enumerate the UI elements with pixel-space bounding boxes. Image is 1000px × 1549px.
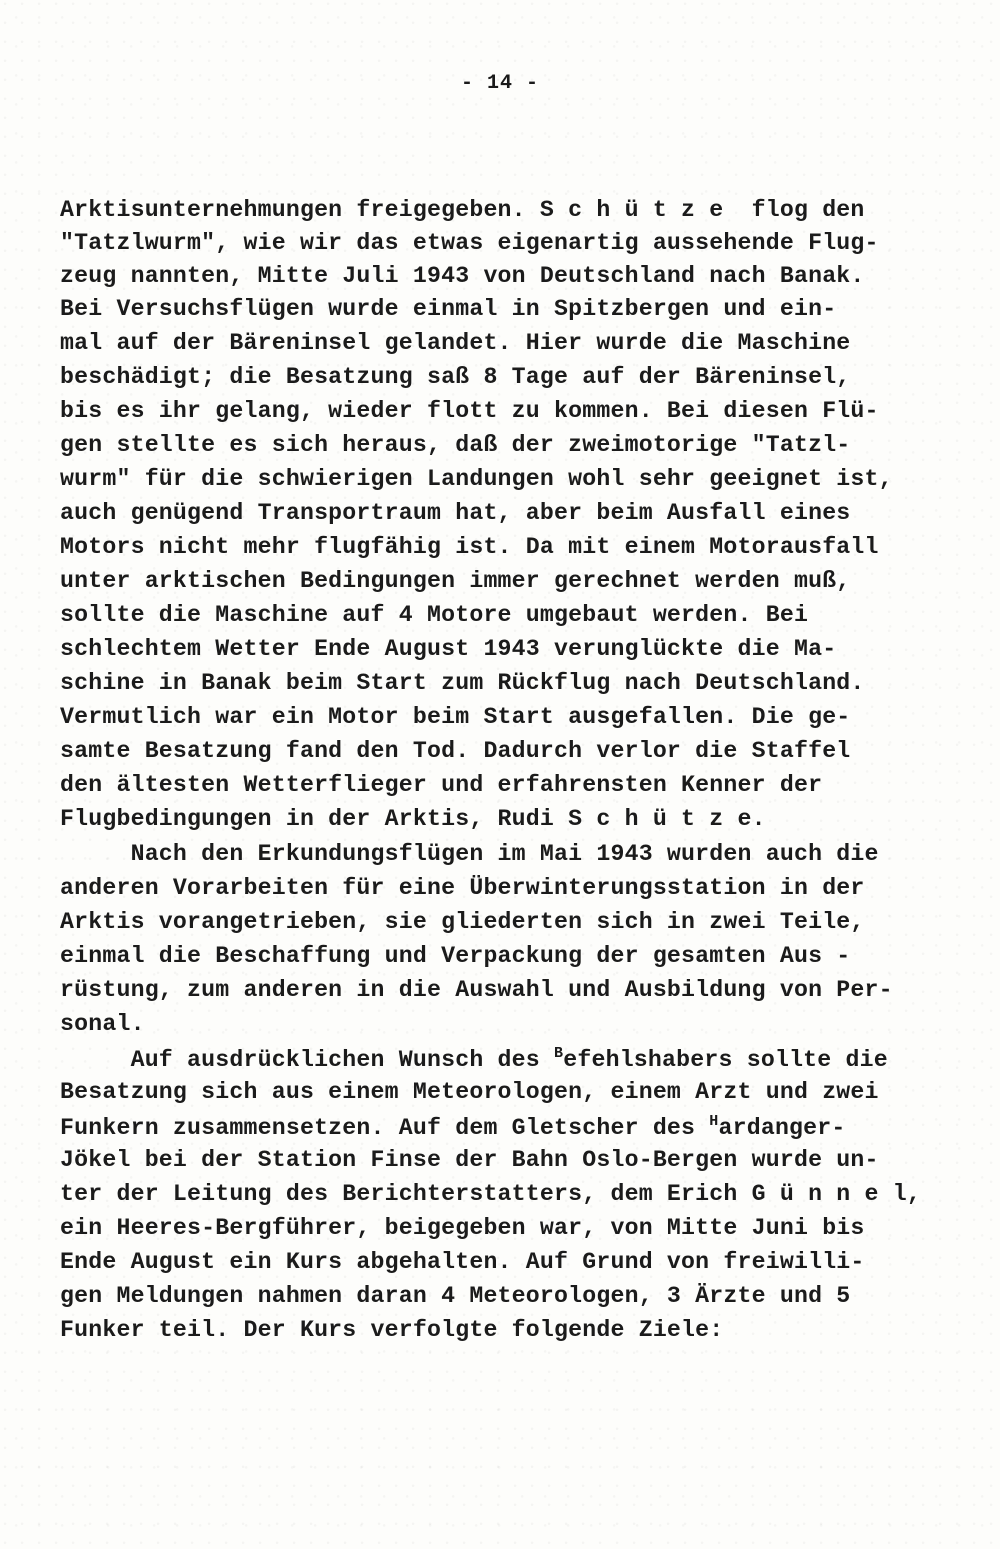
text-line: wurm" für die schwierigen Landungen wohl sehr geeignet ist, <box>60 466 893 492</box>
text-line: Bei Versuchsflügen wurde einmal in Spitzbergen und ein- <box>60 296 837 322</box>
text-segment: Auf ausdrücklichen Wunsch des <box>60 1047 555 1073</box>
text-line: anderen Vorarbeiten für eine Überwinterungsstation in der <box>60 875 865 901</box>
text-line: bis es ihr gelang, wieder flott zu kommen. Bei diesen Flü- <box>60 398 879 424</box>
text-line: samte Besatzung fand den Tod. Dadurch verlor die Staffel <box>60 738 851 764</box>
text-segment: Funkern zusammensetzen. Auf dem Gletscher des <box>60 1115 710 1141</box>
text-line-with-superscript <box>60 1045 888 1073</box>
text-line-with-superscript <box>60 1113 846 1141</box>
text-line: Besatzung sich aus einem Meteorologen, einem Arzt und zwei <box>60 1079 879 1105</box>
text-line: Vermutlich war ein Motor beim Start ausgefallen. Die ge- <box>60 704 851 730</box>
text-line: den ältesten Wetterflieger und erfahrensten Kenner der <box>60 772 823 798</box>
text-line: beschädigt; die Besatzung saß 8 Tage auf der Bäreninsel, <box>60 364 851 390</box>
text-line: zeug nannten, Mitte Juli 1943 von Deutschland nach Banak. <box>60 263 865 289</box>
superscript-letter: B <box>554 1045 564 1062</box>
text-line: schlechtem Wetter Ende August 1943 verunglückte die Ma- <box>60 636 837 662</box>
text-line: einmal die Beschaffung und Verpackung der gesamten Aus - <box>60 943 851 969</box>
text-line: Arktisunternehmungen freigegeben. S c h ü t z e flog den <box>60 197 865 223</box>
text-line: auch genügend Transportraum hat, aber beim Ausfall eines <box>60 500 851 526</box>
text-line: Motors nicht mehr flugfähig ist. Da mit einem Motorausfall <box>60 534 879 560</box>
text-line: gen Meldungen nahmen daran 4 Meteorologen, 3 Ärzte und 5 <box>60 1283 851 1309</box>
superscript-letter: H <box>709 1113 719 1130</box>
text-line: gen stellte es sich heraus, daß der zweimotorige "Tatzl- <box>60 432 851 458</box>
text-line: sonal. <box>60 1011 145 1037</box>
text-line: Ende August ein Kurs abgehalten. Auf Grund von freiwilli- <box>60 1249 865 1275</box>
text-line: schine in Banak beim Start zum Rückflug nach Deutschland. <box>60 670 865 696</box>
text-line: Arktis vorangetrieben, sie gliederten sich in zwei Teile, <box>60 909 865 935</box>
text-line: ter der Leitung des Berichterstatters, dem Erich G ü n n e l, <box>60 1181 922 1207</box>
text-line: Funker teil. Der Kurs verfolgte folgende Ziele: <box>60 1317 724 1343</box>
text-line: rüstung, zum anderen in die Auswahl und Ausbildung von Per- <box>60 977 893 1003</box>
text-line: Jökel bei der Station Finse der Bahn Oslo-Bergen wurde un- <box>60 1147 879 1173</box>
text-segment: efehlshabers sollte die <box>563 1047 888 1073</box>
text-line: "Tatzlwurm", wie wir das etwas eigenartig aussehende Flug- <box>60 230 879 256</box>
text-line: sollte die Maschine auf 4 Motore umgebaut werden. Bei <box>60 602 809 628</box>
text-line: Flugbedingungen in der Arktis, Rudi S c h ü t z e. <box>60 806 766 832</box>
text-line: Nach den Erkundungsflügen im Mai 1943 wurden auch die <box>60 841 879 867</box>
text-line: mal auf der Bäreninsel gelandet. Hier wurde die Maschine <box>60 330 851 356</box>
text-line: unter arktischen Bedingungen immer gerechnet werden muß, <box>60 568 851 594</box>
text-line: ein Heeres-Bergführer, beigegeben war, von Mitte Juni bis <box>60 1215 865 1241</box>
text-segment: ardanger- <box>718 1115 846 1141</box>
page-number: - 14 - <box>460 72 539 95</box>
